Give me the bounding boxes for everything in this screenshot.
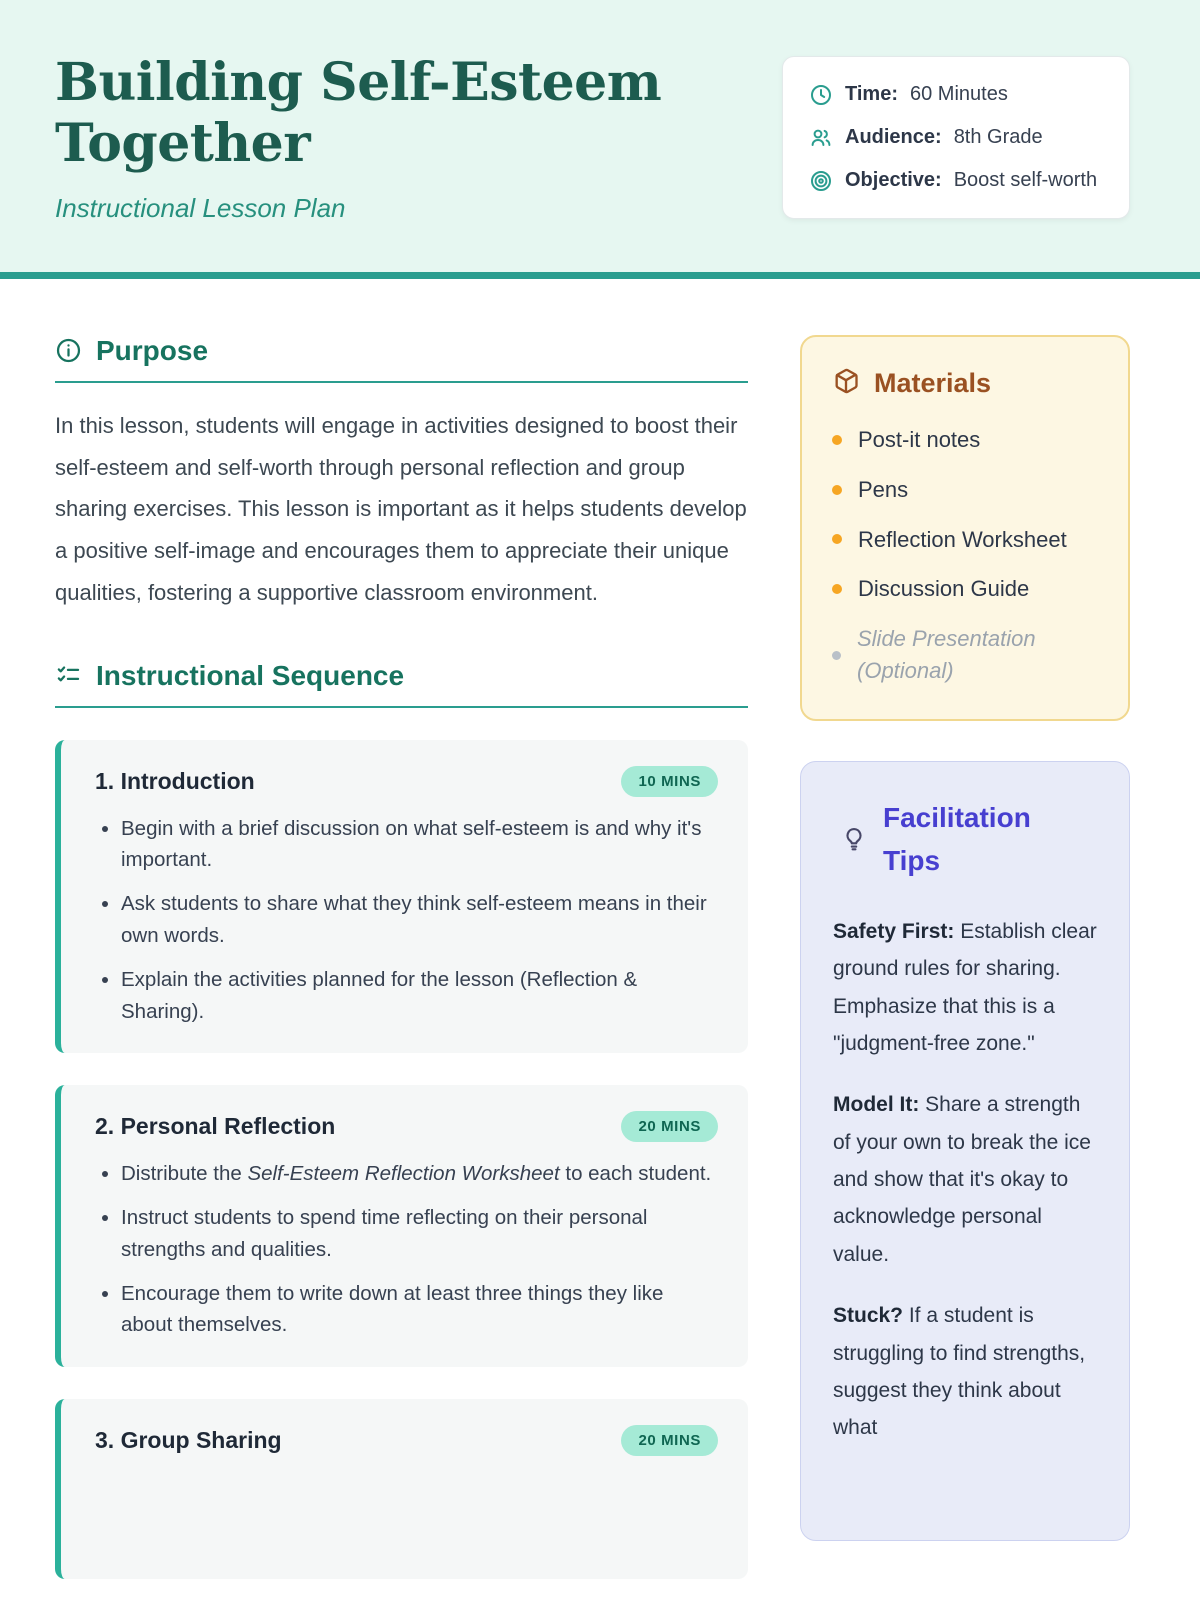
materials-card bbox=[800, 335, 1130, 721]
title-block bbox=[55, 52, 715, 224]
tip-label: Stuck? bbox=[833, 1304, 904, 1328]
step-bullet: • Ask students to share what they think self-esteem means in their own words. bbox=[121, 888, 718, 952]
step-bullet: • Instruct students to spend time reflecting on their personal strengths and qualities. bbox=[121, 1202, 718, 1266]
tips-heading: Facilitation Tips bbox=[883, 802, 1031, 877]
tip-label: Safety First: bbox=[833, 919, 955, 943]
step-bullet: • Explain the activities planned for the lesson (Reflection & Sharing). bbox=[121, 964, 718, 1028]
step-header bbox=[95, 1111, 718, 1142]
bullet-text: to each student. bbox=[559, 1162, 712, 1186]
info-icon bbox=[55, 337, 82, 364]
page-subtitle: Instructional Lesson Plan bbox=[55, 192, 346, 223]
users-icon bbox=[809, 126, 833, 150]
tip-paragraph bbox=[833, 1297, 1097, 1447]
step-title: 2. Personal Reflection bbox=[95, 1113, 336, 1140]
material-item bbox=[832, 524, 1098, 556]
bullet-dot-icon bbox=[832, 485, 842, 495]
page-header bbox=[0, 0, 1200, 272]
step-header bbox=[95, 1425, 718, 1456]
step-bullet-list bbox=[121, 1158, 718, 1341]
clock-icon bbox=[809, 83, 833, 107]
material-label: Post-it notes bbox=[858, 426, 981, 452]
material-item bbox=[832, 424, 1098, 456]
time-value: 60 Minutes bbox=[909, 83, 1008, 105]
meta-row-objective bbox=[809, 167, 1103, 194]
duration-badge: 20 MINS bbox=[621, 1425, 718, 1456]
page-title: Building Self-Esteem Together bbox=[55, 52, 662, 175]
package-icon bbox=[832, 367, 860, 400]
main-content bbox=[0, 279, 1200, 1579]
checklist-icon bbox=[55, 662, 82, 689]
target-icon bbox=[809, 169, 833, 193]
step-card-introduction bbox=[55, 740, 748, 1054]
purpose-heading: Purpose bbox=[96, 334, 209, 366]
lesson-meta-card bbox=[782, 56, 1130, 219]
bullet-text: Distribute the bbox=[121, 1162, 248, 1186]
objective-value: Boost self-worth bbox=[953, 169, 1098, 191]
material-item bbox=[832, 573, 1098, 605]
step-title: 1. Introduction bbox=[95, 767, 255, 794]
materials-heading-row bbox=[832, 367, 1098, 400]
material-label: Pens bbox=[858, 476, 909, 502]
left-column bbox=[55, 335, 748, 1579]
material-item-optional bbox=[832, 623, 1098, 687]
bullet-dot-icon bbox=[832, 534, 842, 544]
purpose-section bbox=[55, 335, 748, 614]
right-column bbox=[800, 335, 1130, 1579]
lightbulb-icon bbox=[841, 826, 867, 852]
materials-heading: Materials bbox=[874, 367, 992, 398]
tips-heading-row bbox=[833, 796, 1097, 889]
sequence-section bbox=[55, 660, 748, 1579]
tip-text: Establish clear ground rules for sharing. Emphasize that this is a "judgment-free zone." bbox=[833, 919, 1097, 1055]
audience-value: 8th Grade bbox=[953, 126, 1043, 148]
meta-row-audience bbox=[809, 124, 1103, 151]
materials-list bbox=[832, 424, 1098, 687]
material-label: Discussion Guide bbox=[858, 576, 1030, 602]
tip-paragraph bbox=[833, 1086, 1097, 1273]
bullet-dot-icon bbox=[832, 651, 841, 660]
tip-text: If a student is struggling to find strengths, suggest they think about what bbox=[833, 1304, 1086, 1440]
step-card-personal-reflection bbox=[55, 1085, 748, 1367]
material-label: Reflection Worksheet bbox=[858, 526, 1067, 552]
material-item bbox=[832, 474, 1098, 506]
step-card-group-sharing bbox=[55, 1399, 748, 1579]
step-bullet bbox=[121, 1158, 718, 1190]
objective-label: Objective: bbox=[845, 169, 942, 191]
purpose-paragraph: In this lesson, students will engage in activities designed to boost their self-esteem and self-worth through personal reflection and group sharing exercises. This lesson is important as it helps students develop a positive self-image and encourages them to appreciate their unique qualities, fostering a supportive classroom environment. bbox=[55, 412, 747, 605]
step-header bbox=[95, 766, 718, 797]
sequence-heading-row bbox=[55, 660, 748, 708]
step-bullet-list bbox=[121, 813, 718, 1028]
step-title: 3. Group Sharing bbox=[95, 1427, 282, 1454]
time-label: Time: bbox=[845, 83, 898, 105]
bullet-dot-icon bbox=[832, 584, 842, 594]
meta-row-time bbox=[809, 81, 1103, 108]
duration-badge: 10 MINS bbox=[621, 766, 718, 797]
step-bullet: • Begin with a brief discussion on what self-esteem is and why it's important. bbox=[121, 813, 718, 877]
tip-paragraph bbox=[833, 913, 1097, 1063]
audience-label: Audience: bbox=[845, 126, 942, 148]
purpose-heading-row bbox=[55, 335, 748, 383]
tip-text: Share a strength of your own to break the ice and show that it's okay to acknowledge personal value. bbox=[833, 1093, 1091, 1266]
step-bullet: • Encourage them to write down at least three things they like about themselves. bbox=[121, 1278, 718, 1342]
tip-label: Model It: bbox=[833, 1093, 920, 1117]
duration-badge: 20 MINS bbox=[621, 1111, 718, 1142]
bullet-emphasis: Self-Esteem Reflection Worksheet bbox=[247, 1162, 560, 1186]
facilitation-tips-card bbox=[800, 761, 1130, 1541]
accent-divider bbox=[0, 272, 1200, 279]
bullet-dot-icon bbox=[832, 435, 842, 445]
sequence-heading: Instructional Sequence bbox=[96, 659, 405, 691]
material-label: Slide Presentation (Optional) bbox=[857, 626, 1036, 684]
